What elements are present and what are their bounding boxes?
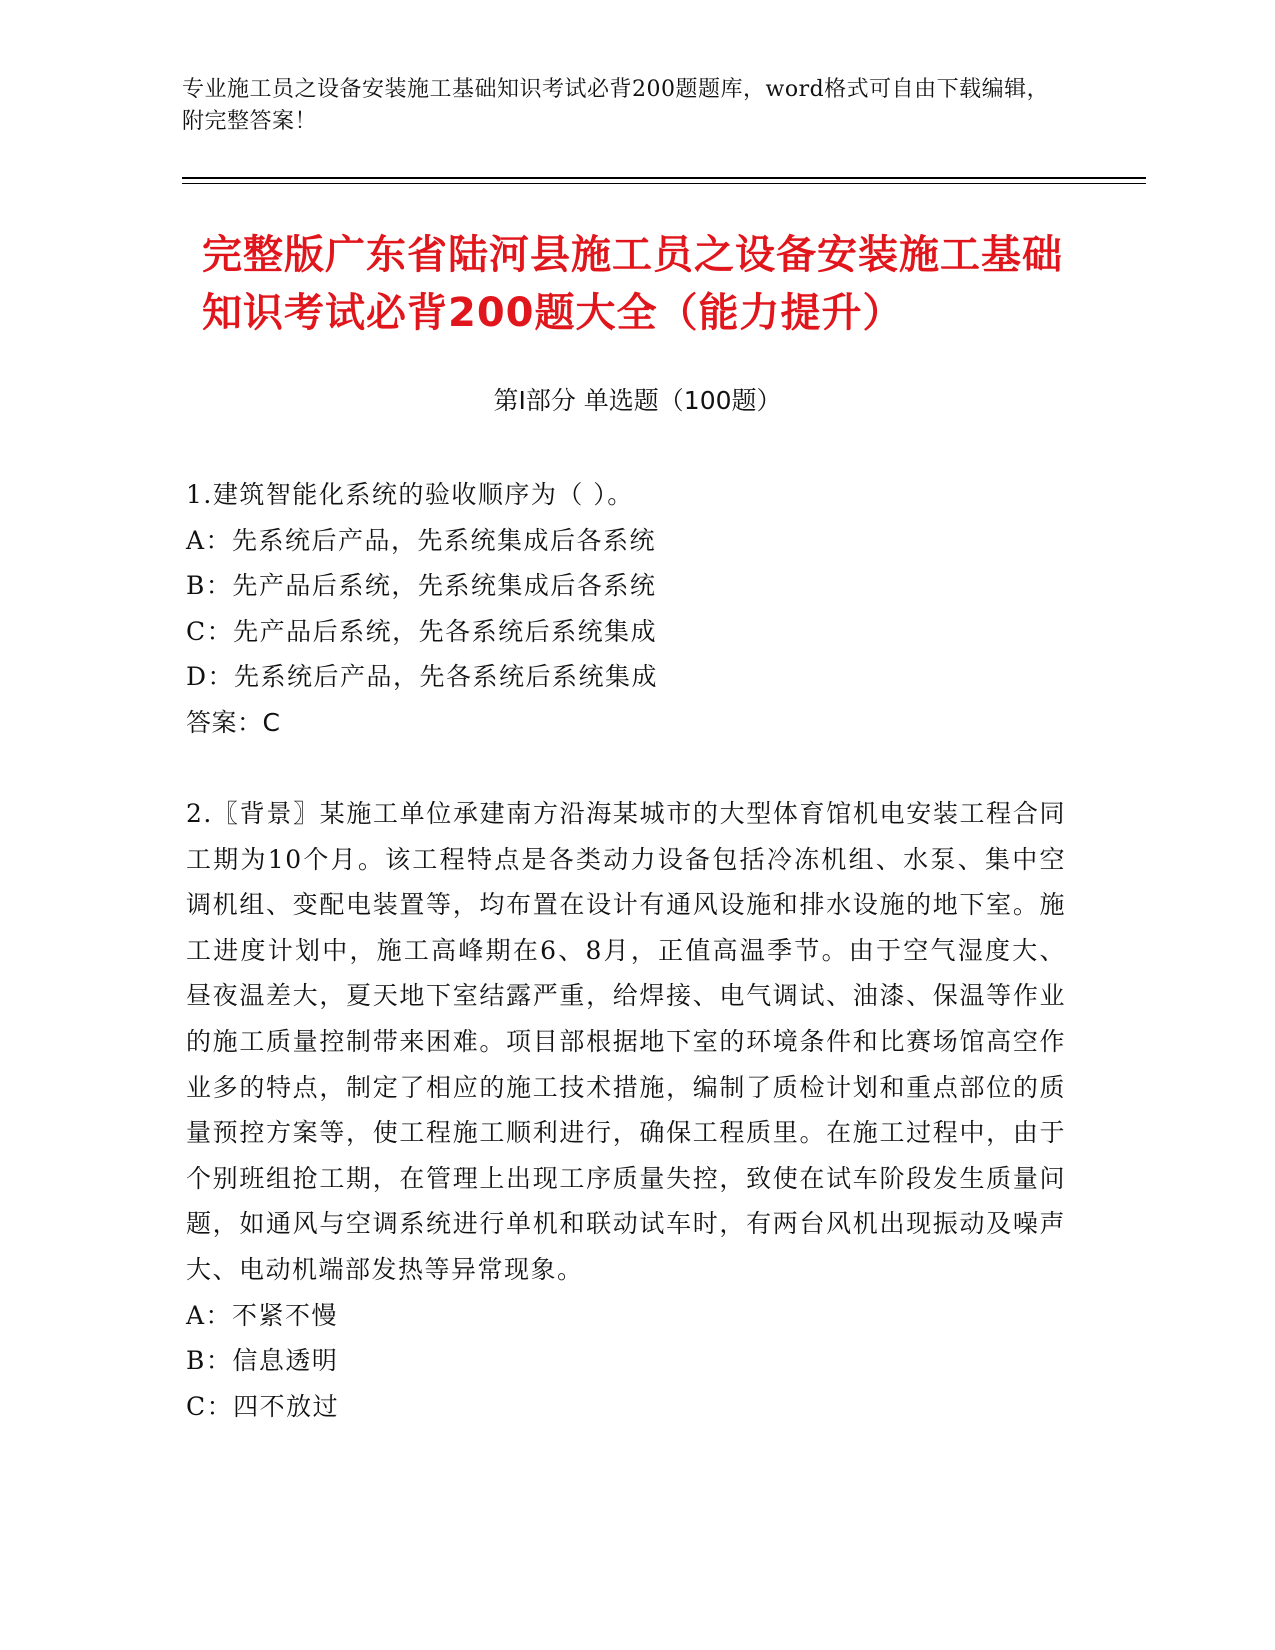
section-title: 第Ⅰ部分 单选题（100题）: [493, 386, 782, 415]
question-spacer: [186, 745, 1066, 791]
option-c: C：四不放过: [186, 1391, 340, 1421]
header-note: 专业施工员之设备安装施工基础知识考试必背200题题库，word格式可自由下载编辑，附完整答案！: [182, 77, 1050, 134]
option-b: B：先产品后系统，先系统集成后各系统: [186, 571, 657, 600]
question-2: [186, 791, 1066, 1429]
question-list: [186, 472, 1066, 1429]
header-rule-thin: [182, 183, 1146, 184]
question-stem: 1.建筑智能化系统的验收顺序为（ ）。: [186, 480, 634, 509]
answer: 答案：C: [186, 707, 281, 737]
option-a: A：先系统后产品，先系统集成后各系统: [186, 525, 657, 555]
option-d: D：先系统后产品，先各系统后系统集成: [186, 662, 659, 691]
option-c: C：先产品后系统，先各系统后系统集成: [186, 616, 658, 646]
option-b: B：信息透明: [186, 1346, 339, 1376]
document-title: 完整版广东省陆河县施工员之设备安装施工基础知识考试必背200题大全（能力提升）: [202, 232, 1063, 336]
option-a: A：不紧不慢: [186, 1300, 339, 1330]
question-1: [186, 472, 1066, 745]
header-rule-thick: [182, 177, 1146, 179]
question-stem: 2.〖背景〗某施工单位承建南方沿海某城市的大型体育馆机电安装工程合同工期为10个月。该工程特点是各类动力设备包括冷冻机组、水泵、集中空调机组、变配电装置等，均布置在设计有通风设施和排水设施的地下室。施工进度计划中，施工高峰期在6、8月，正值高温季节。由于空气湿度大、昼夜温差大，夏天地下室结露严重，给焊接、电气调试、油漆、保温等作业的施工质量控制带来困难。项目部根据地下室的环境条件和比赛场馆高空作业多的特点，制定了相应的施工技术措施，编制了质检计划和重点部位的质量预控方案等，使工程施工顺利进行，确保工程质里。在施工过程中，由于个别班组抢工期，在管理上出现工序质量失控，致使在试车阶段发生质量问题，如通风与空调系统进行单机和联动试车时，有两台风机出现振动及噪声大、电动机端部发热等异常现象。: [186, 799, 1066, 1284]
